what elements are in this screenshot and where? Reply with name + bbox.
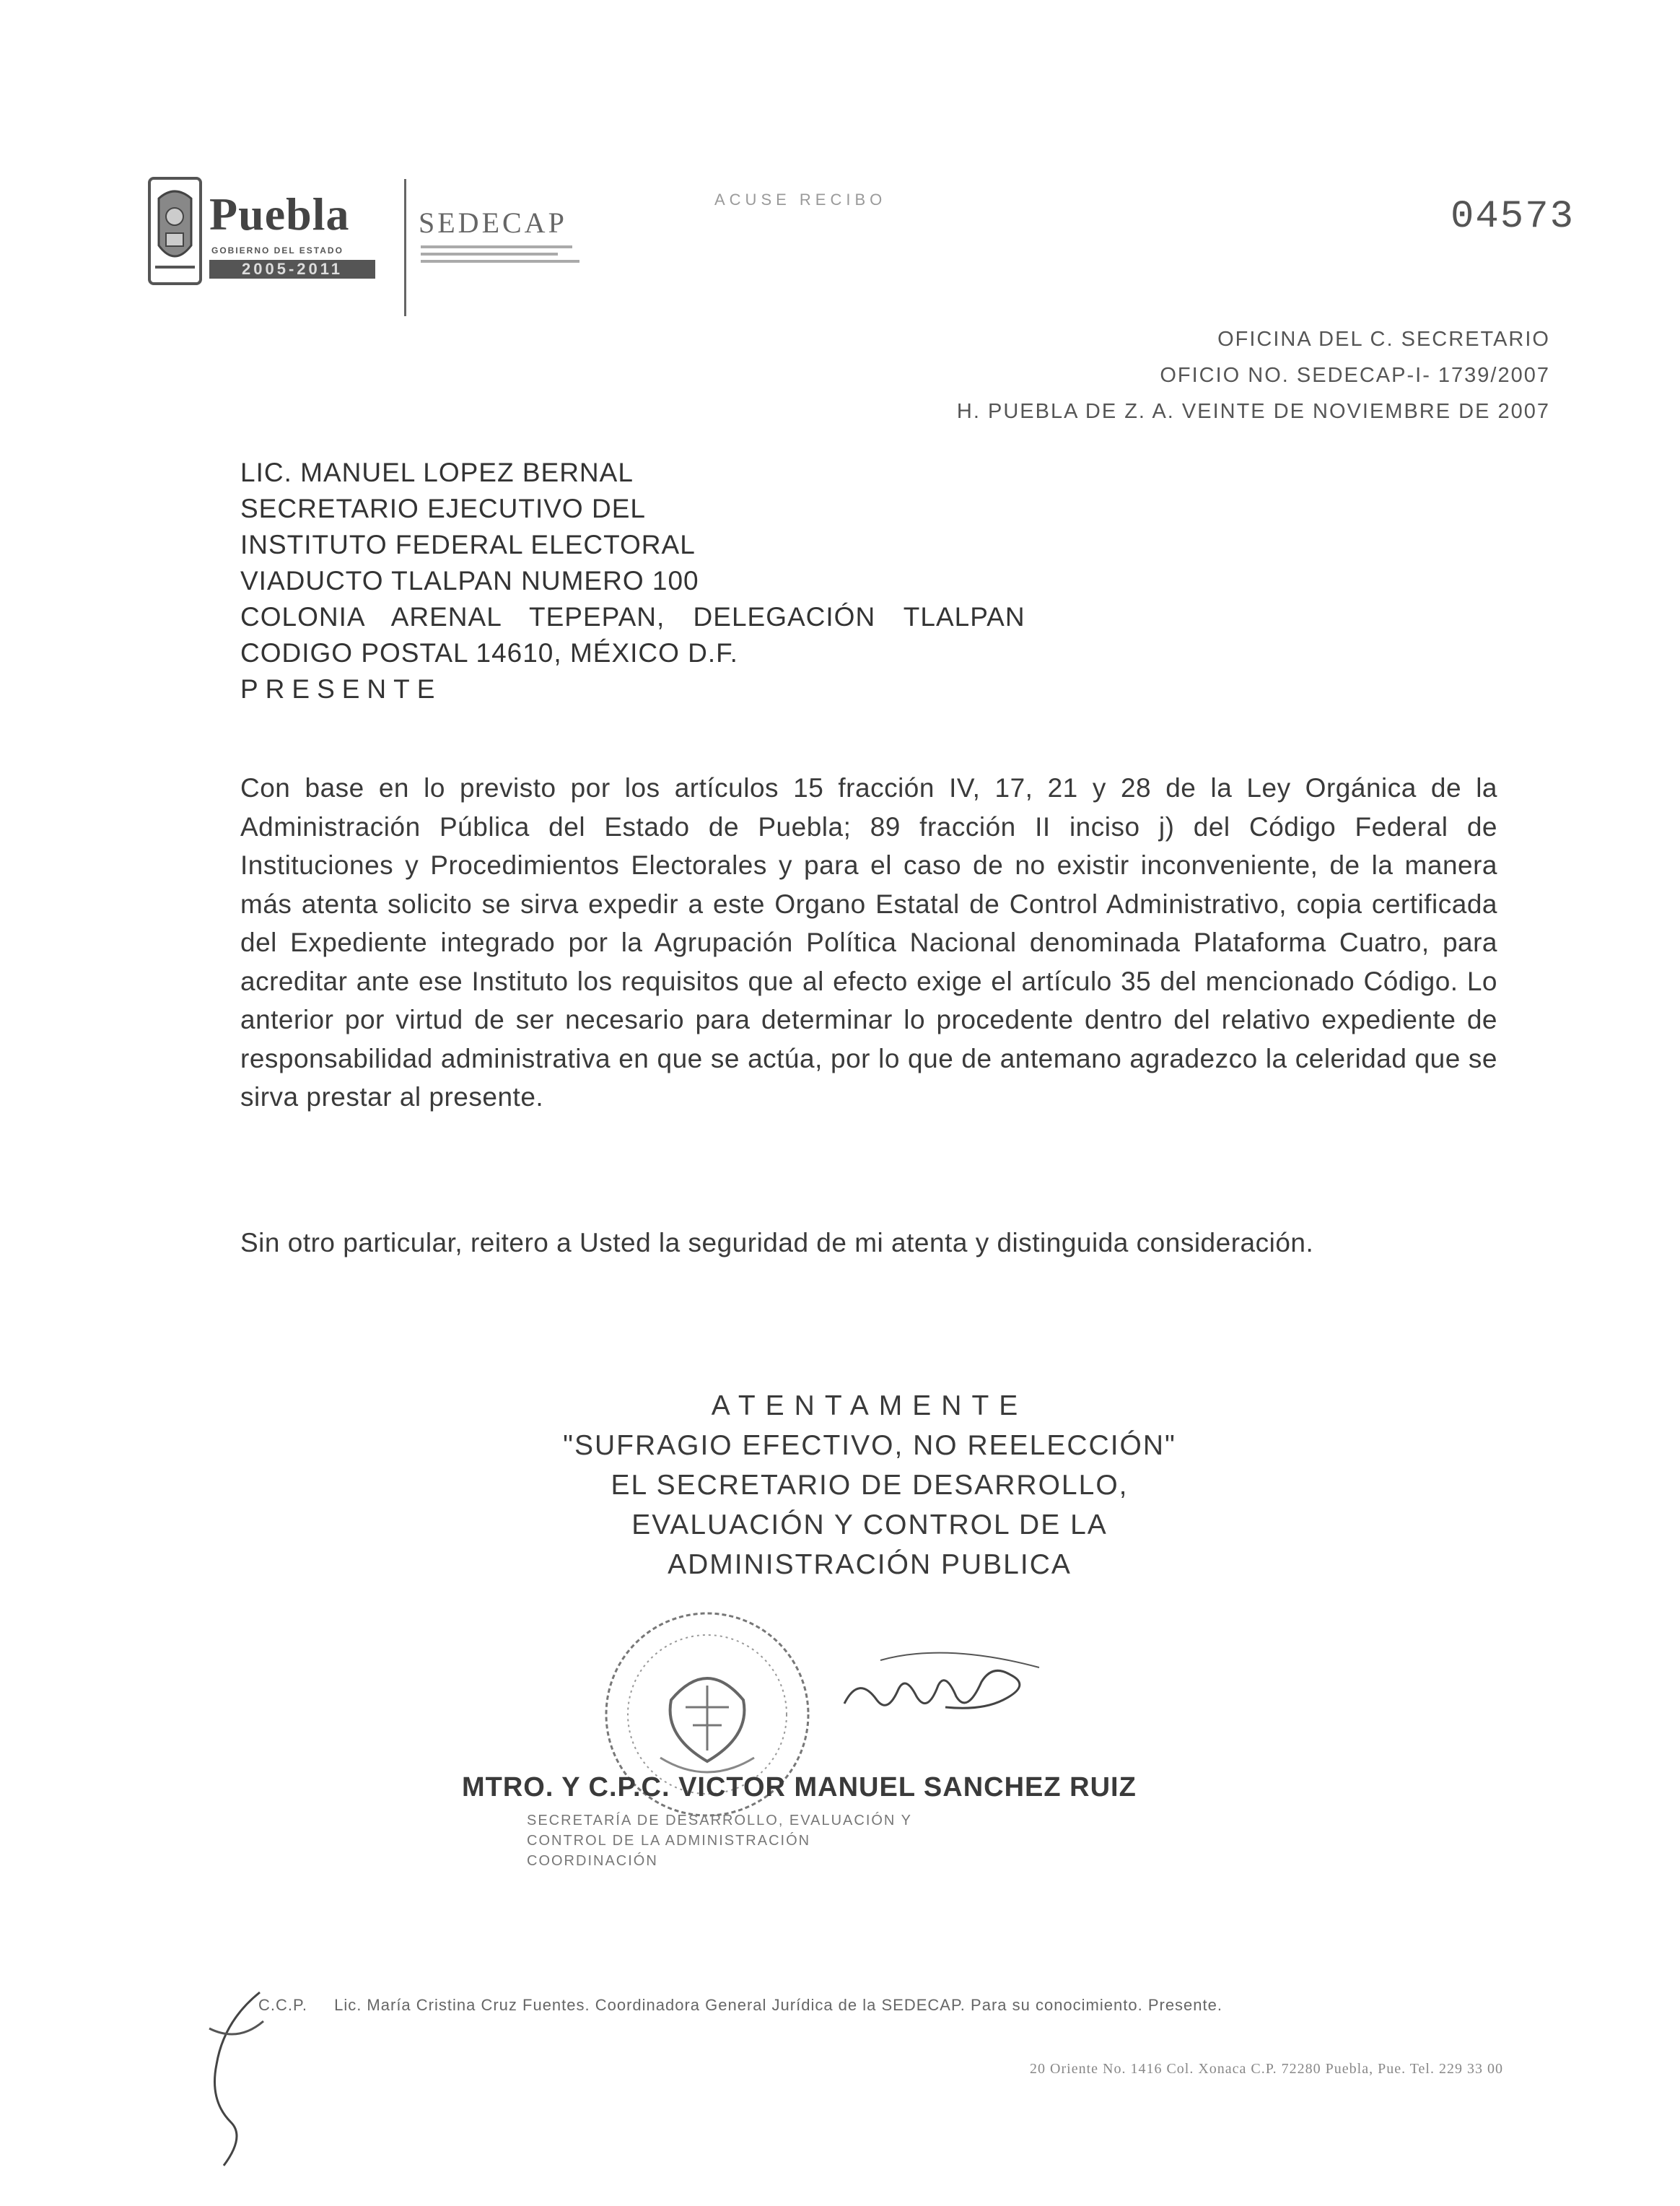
addressee-block (240, 455, 1025, 707)
logo-subtitle: GOBIERNO DEL ESTADO (211, 245, 344, 256)
closing-title-2: EVALUACIÓN Y CONTROL DE LA (631, 1509, 1108, 1540)
agency-logo-subtitle (421, 245, 587, 267)
carbon-copy-line (258, 1996, 1222, 2015)
office-line: OFICINA DEL C. SECRETARIO (1217, 328, 1550, 351)
logo-divider (404, 179, 406, 316)
body-paragraph-2: Sin otro particular, reitero a Usted la seguridad de mi atenta y distinguida consideración. (240, 1228, 1314, 1257)
addressee-institution: INSTITUTO FEDERAL ELECTORAL (240, 530, 696, 559)
handwritten-signature (837, 1646, 1054, 1725)
letterhead-logo (148, 173, 595, 318)
signer-name: MTRO. Y C.P.C. VICTOR MANUEL SANCHEZ RUIZ (462, 1772, 1137, 1802)
closing-atentamente: ATENTAMENTE (711, 1390, 1028, 1421)
closing-title-3: ADMINISTRACIÓN PUBLICA (668, 1549, 1072, 1580)
seal-text-line-2: CONTROL DE LA ADMINISTRACIÓN (527, 1833, 811, 1849)
logo-years: 2005-2011 (209, 260, 375, 279)
seal-text (527, 1810, 912, 1871)
addressee-name: LIC. MANUEL LOPEZ BERNAL (240, 458, 634, 487)
seal-text-line-3: COORDINACIÓN (527, 1853, 658, 1869)
place-date: H. PUEBLA DE Z. A. VEINTE DE NOVIEMBRE DE 2007 (956, 400, 1550, 423)
closing-block (462, 1386, 1277, 1584)
receipt-stamp: ACUSE RECIBO (714, 191, 887, 209)
folio-number: 04573 (1451, 195, 1575, 239)
cc-prefix: C.C.P. (258, 1996, 307, 2014)
state-coat-of-arms-icon (148, 177, 202, 285)
addressee-colony: COLONIA ARENAL TEPEPAN, DELEGACIÓN TLALPAN (240, 602, 1025, 632)
addressee-postal: CODIGO POSTAL 14610, MÉXICO D.F. (240, 638, 738, 668)
addressee-presente: PRESENTE (240, 674, 442, 704)
body-paragraph-1: Con base en lo previsto por los artículos 15 fracción IV, 17, 21 y 28 de la Ley Orgánica de la Administración Pública del Estado de Puebla; 89 fracción II inciso j) del Código Federal de Instituciones y Procedimientos Electorales y para el caso de no existir inconveniente, de la manera más atenta solicito se sirva expedir a este Organo Estatal de Control Administrativo, copia certificada del Expediente integrado por la Agrupación Política Nacional denominada Plataforma Cuatro, para acreditar ante ese Instituto los requisitos que al efecto exige el artículo 35 del mencionado Código. Lo anterior por virtud de ser necesario para determinar lo procedente dentro del relativo expediente de responsabilidad administrativa en que se actúa, por lo que de antemano agradezco la celeridad que se sirva prestar al presente. (240, 773, 1497, 1112)
logo-word: Puebla (209, 188, 350, 240)
oficio-number: OFICIO NO. SEDECAP-I- 1739/2007 (1160, 364, 1550, 387)
closing-motto: "SUFRAGIO EFECTIVO, NO REELECCIÓN" (563, 1430, 1176, 1461)
agency-logo: SEDECAP (419, 206, 567, 239)
addressee-street: VIADUCTO TLALPAN NUMERO 100 (240, 566, 699, 596)
reference-block (957, 321, 1550, 430)
addressee-title: SECRETARIO EJECUTIVO DEL (240, 494, 646, 523)
closing-title-1: EL SECRETARIO DE DESARROLLO, (611, 1470, 1129, 1501)
footer-address: 20 Oriente No. 1416 Col. Xonaca C.P. 72280 Puebla, Pue. Tel. 229 33 00 (1030, 2061, 1503, 2077)
seal-text-line-1: SECRETARÍA DE DESARROLLO, EVALUACIÓN Y (527, 1813, 912, 1828)
cc-text: Lic. María Cristina Cruz Fuentes. Coordinadora General Jurídica de la SEDECAP. Para su conocimiento. Presente. (334, 1996, 1222, 2014)
